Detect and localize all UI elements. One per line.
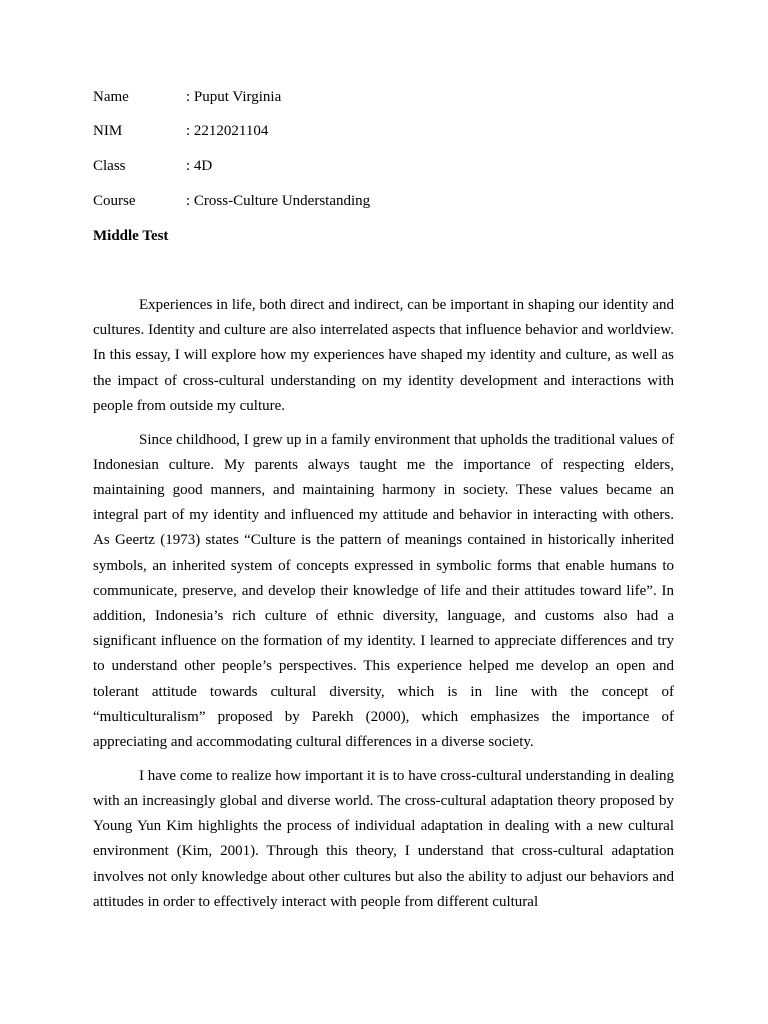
name-value: : Puput Virginia [186,89,282,105]
class-value: : 4D [186,158,213,174]
course-value: : Cross-Culture Understanding [186,193,371,209]
course-label: Course [93,193,136,209]
paragraph-3: I have come to realize how important it is to have cross-cultural understanding in dealing with an increasingly global and diverse world. The cross-cultural adaptation theory proposed by Young Yun Kim highlights the process of individual adaptation in dealing with a new cultural environment (Kim, 2001). Through this theory, I understand that cross-cultural adaptation involves not only knowledge about other cultures but also the ability to adjust our behaviors and attitudes in order to effectively interact with people from different cultural [93,767,674,910]
class-label: Class [93,158,126,174]
essay-body [93,293,674,924]
name-row [93,88,281,106]
nim-row [93,122,268,140]
nim-label: NIM [93,123,123,139]
course-row [93,192,370,210]
paragraph-1: Experiences in life, both direct and indirect, can be important in shaping our identity and cultures. Identity and culture are also interrelated aspects that influence behavior and worldview. In this essay, I will explore how my experiences have shaped my identity and culture, as well as the impact of cross-cultural understanding on my identity development and interactions with people from outside my culture. [93,297,674,414]
document-heading: Middle Test [93,228,169,244]
nim-value: : 2212021104 [186,123,269,139]
paragraph-2: Since childhood, I grew up in a family environment that upholds the traditional values of Indonesian culture. My parents always taught me the importance of respecting elders, maintaining good manners, and maintaining harmony in society. These values became an integral part of my identity and influenced my attitude and behavior in interacting with others. As Geertz (1973) states “Culture is the pattern of meanings contained in historically inherited symbols, an inherited system of concepts expressed in symbolic forms that enable humans to communicate, preserve, and develop their knowledge of life and their attitudes toward life”. In addition, Indonesia’s rich culture of ethnic diversity, language, and customs also had a significant influence on the formation of my identity. I learned to appreciate differences and try to understand other people’s perspectives. This experience helped me develop an open and tolerant attitude towards cultural diversity, which is in line with the concept of “multiculturalism” proposed by Parekh (2000), which emphasizes the importance of appreciating and accommodating cultural differences in a diverse society. [93,431,674,751]
class-row [93,157,212,175]
name-label: Name [93,89,129,105]
